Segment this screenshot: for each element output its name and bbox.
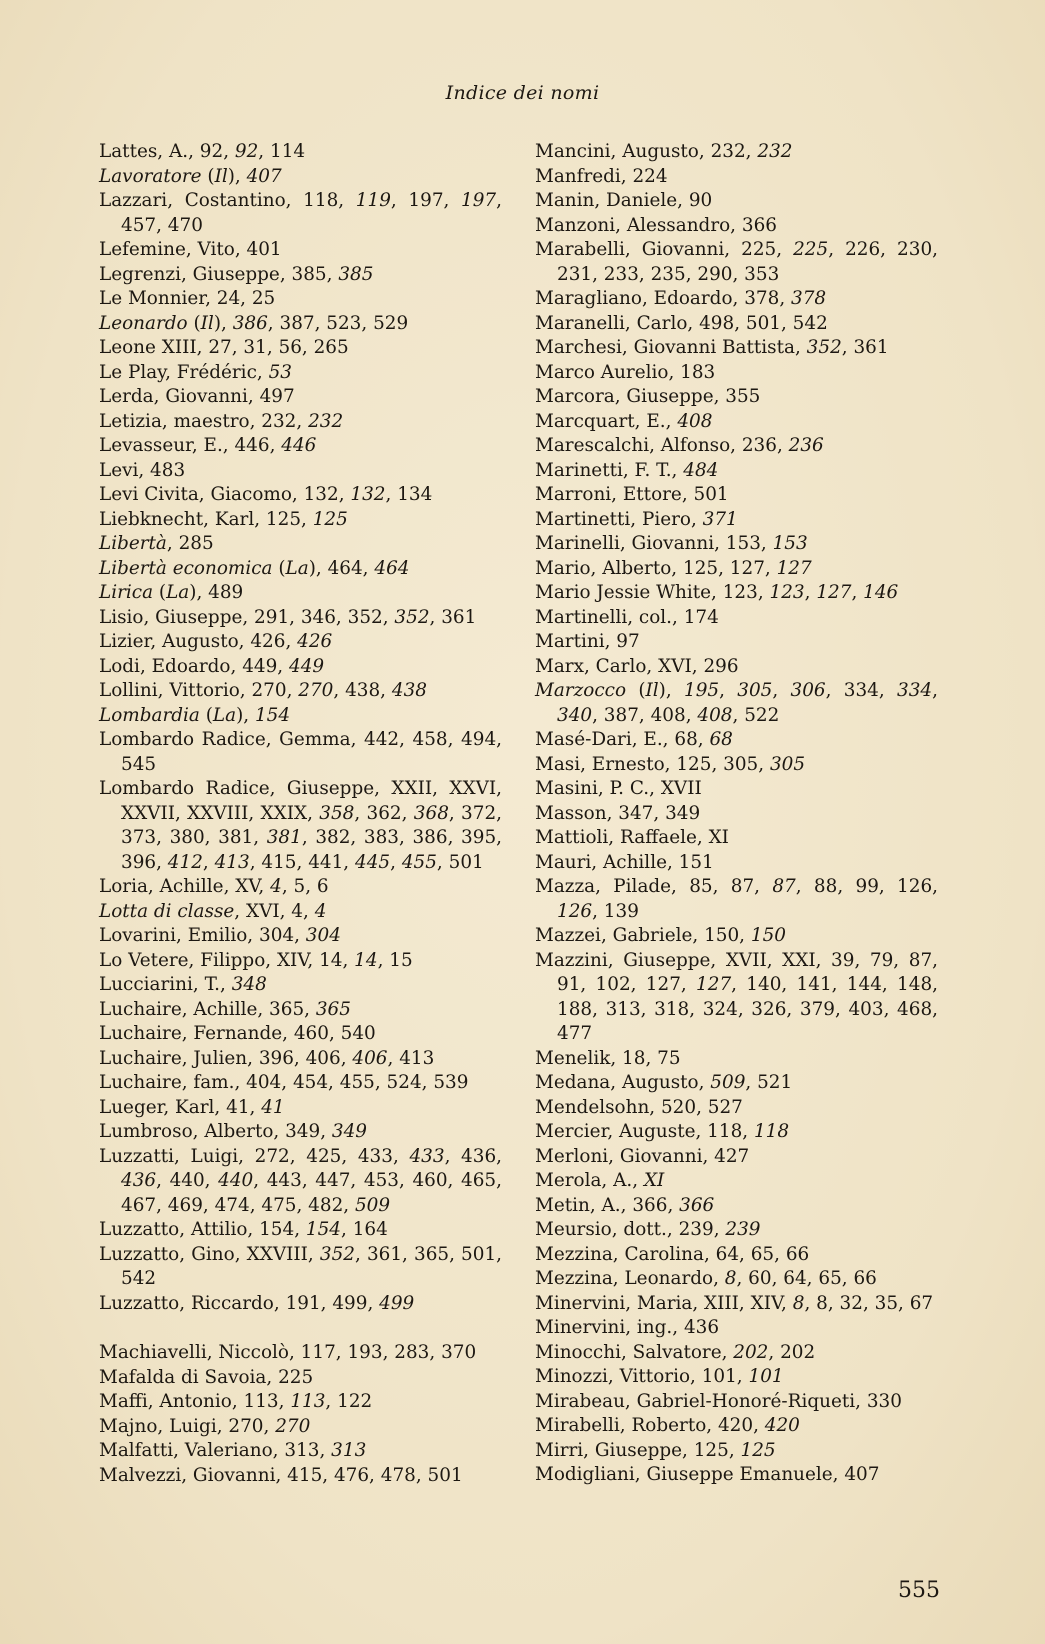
index-entry: Mirri, Giuseppe, 125, 125	[535, 1439, 776, 1461]
index-entry: Mario, Alberto, 125, 127, 127	[535, 557, 812, 579]
index-entry: Luchaire, Achille, 365, 365	[99, 998, 351, 1020]
index-entry: Mezzina, Leonardo, 8, 60, 64, 65, 66	[535, 1268, 877, 1289]
index-entry: Maranelli, Carlo, 498, 501, 542	[535, 312, 828, 334]
index-entry: Lotta di classe, XVI, 4, 4	[99, 900, 327, 922]
index-entry: Mario Jessie White, 123, 123, 127, 146	[535, 582, 899, 603]
index-entry: Luzzatto, Gino, XXVIII, 352, 361, 365, 501, 542	[99, 1243, 503, 1289]
index-entry: Libertà, 285	[99, 533, 214, 554]
index-entry: Minervini, ing., 436	[535, 1317, 720, 1338]
index-entry: Menelik, 18, 75	[535, 1047, 681, 1069]
index-entry: Machiavelli, Niccolò, 117, 193, 283, 370	[99, 1342, 477, 1363]
index-entry: Metin, A., 366, 366	[535, 1194, 715, 1216]
index-entry: Mancini, Augusto, 232, 232	[535, 141, 793, 162]
index-entry: Masé-Dari, E., 68, 68	[535, 729, 733, 750]
index-entry: Medana, Augusto, 509, 521	[535, 1072, 793, 1093]
index-entry: Luzzatti, Luigi, 272, 425, 433, 433, 436, 436, 440, 440, 443, 447, 453, 460, 465, 467, 469, 474, 475, 482, 509	[99, 1145, 503, 1216]
index-entry: Mirabeau, Gabriel-Honoré-Riqueti, 330	[535, 1390, 902, 1412]
index-entry: Mattioli, Raffaele, XI	[535, 827, 729, 848]
index-entry: Luchaire, fam., 404, 454, 455, 524, 539	[99, 1072, 469, 1093]
index-entry: Lombardo Radice, Gemma, 442, 458, 494, 545	[99, 729, 502, 775]
index-entry: Martini, 97	[535, 631, 640, 652]
index-entry: Luchaire, Fernande, 460, 540	[99, 1023, 376, 1044]
index-entry: Lodi, Edoardo, 449, 449	[99, 655, 325, 677]
index-entry: Leonardo (Il), 386, 387, 523, 529	[99, 312, 409, 334]
index-entry: Masi, Ernesto, 125, 305, 305	[535, 753, 806, 775]
index-entry: Malvezzi, Giovanni, 415, 476, 478, 501	[99, 1464, 463, 1486]
index-entry: Lucciarini, T., 348	[99, 974, 267, 995]
index-entry: Martinelli, col., 174	[535, 606, 719, 628]
index-column-right	[535, 140, 938, 1488]
index-entry: Lazzari, Costantino, 118, 119, 197, 197, 457, 470	[99, 190, 502, 236]
index-entry: Mirabelli, Roberto, 420, 420	[535, 1415, 800, 1436]
index-entry: Mendelsohn, 520, 527	[535, 1096, 743, 1118]
index-entry: Manin, Daniele, 90	[535, 190, 713, 211]
index-entry: Lerda, Giovanni, 497	[99, 386, 295, 407]
index-entry: Marescalchi, Alfonso, 236, 236	[535, 435, 824, 456]
index-entry: Lavoratore (Il), 407	[99, 165, 282, 187]
index-entry: Marco Aurelio, 183	[535, 361, 716, 383]
index-entry: Minozzi, Vittorio, 101, 101	[535, 1366, 784, 1387]
index-entry: Marinetti, F. T., 484	[535, 459, 719, 481]
index-entry: Marchesi, Giovanni Battista, 352, 361	[535, 337, 889, 358]
index-entry: Lueger, Karl, 41, 41	[99, 1096, 285, 1118]
index-entry: Lollini, Vittorio, 270, 270, 438, 438	[99, 680, 427, 701]
index-entry: Lizier, Augusto, 426, 426	[99, 631, 333, 652]
index-entry: Lovarini, Emilio, 304, 304	[99, 925, 341, 946]
index-entry: Masini, P. C., XVII	[535, 778, 702, 799]
index-entry: Marzocco (Il), 195, 305, 306, 334, 334, 340, 387, 408, 408, 522	[535, 680, 938, 726]
index-entry: Mazza, Pilade, 85, 87, 87, 88, 99, 126, 126, 139	[535, 876, 939, 922]
index-entry: Marcora, Giuseppe, 355	[535, 386, 761, 407]
index-entry: Loria, Achille, XV, 4, 5, 6	[99, 876, 329, 897]
index-entry: Marcquart, E., 408	[535, 410, 713, 432]
index-entry: Marx, Carlo, XVI, 296	[535, 655, 739, 677]
index-entry: Minervini, Maria, XIII, XIV, 8, 8, 32, 35, 67	[535, 1292, 934, 1314]
index-entry: Lombardo Radice, Giuseppe, XXII, XXVI, XXVII, XXVIII, XXIX, 358, 362, 368, 372, 373, 380, 381, 381, 382, 383, 386, 395, 396, 412, 413, 415, 441, 445, 455, 501	[99, 778, 503, 873]
index-entry: Manzoni, Alessandro, 366	[535, 214, 777, 236]
index-entry: Lirica (La), 489	[99, 582, 244, 603]
index-entry: Luchaire, Julien, 396, 406, 406, 413	[99, 1047, 435, 1069]
index-entry: Meursio, dott., 239, 239	[535, 1219, 761, 1240]
index-entry: Marinelli, Giovanni, 153, 153	[535, 533, 808, 554]
index-entry: Mazzini, Giuseppe, XVII, XXI, 39, 79, 87, 91, 102, 127, 127, 140, 141, 144, 148, 188, 313, 318, 324, 326, 379, 403, 468, 477	[535, 949, 938, 1044]
index-entry: Modigliani, Giuseppe Emanuele, 407	[535, 1464, 880, 1485]
index-entry: Martinetti, Piero, 371	[535, 508, 738, 530]
index-entry: Lisio, Giuseppe, 291, 346, 352, 352, 361	[99, 606, 477, 628]
index-entry: Mezzina, Carolina, 64, 65, 66	[535, 1243, 810, 1265]
page-number: 555	[898, 1578, 940, 1603]
index-entry: Liebknecht, Karl, 125, 125	[99, 508, 348, 530]
index-entry: Lombardia (La), 154	[99, 704, 291, 726]
index-entry: Leone XIII, 27, 31, 56, 265	[99, 337, 349, 358]
index-entry: Libertà economica (La), 464, 464	[99, 557, 410, 579]
index-entry: Lumbroso, Alberto, 349, 349	[99, 1121, 368, 1142]
index-entry: Levi Civita, Giacomo, 132, 132, 134	[99, 484, 433, 505]
index-entry: Manfredi, 224	[535, 165, 668, 187]
index-entry: Malfatti, Valeriano, 313, 313	[99, 1440, 367, 1461]
index-entry: Lefemine, Vito, 401	[99, 239, 282, 260]
index-entry: Minocchi, Salvatore, 202, 202	[535, 1341, 816, 1363]
index-entry: Legrenzi, Giuseppe, 385, 385	[99, 263, 374, 285]
index-entry: Mercier, Auguste, 118, 118	[535, 1121, 790, 1142]
index-entry: Luzzatto, Riccardo, 191, 499, 499	[99, 1292, 415, 1314]
index-entry: Masson, 347, 349	[535, 802, 701, 824]
index-entry: Mazzei, Gabriele, 150, 150	[535, 925, 786, 946]
index-entry: Levasseur, E., 446, 446	[99, 435, 317, 456]
index-entry: Merloni, Giovanni, 427	[535, 1145, 750, 1167]
running-head: Indice dei nomi	[445, 82, 600, 104]
index-entry: Le Play, Frédéric, 53	[99, 361, 292, 383]
index-entry: Marroni, Ettore, 501	[535, 484, 729, 505]
index-entry: Maffi, Antonio, 113, 113, 122	[99, 1391, 373, 1412]
index-entry: Lattes, A., 92, 92, 114	[99, 141, 306, 162]
index-entry: Majno, Luigi, 270, 270	[99, 1415, 311, 1437]
index-entry: Levi, 483	[99, 459, 186, 481]
index-entry: Le Monnier, 24, 25	[99, 288, 276, 309]
index-entry: Mafalda di Savoia, 225	[99, 1366, 314, 1388]
index-entry: Marabelli, Giovanni, 225, 225, 226, 230, 231, 233, 235, 290, 353	[535, 239, 938, 285]
index-entry: Mauri, Achille, 151	[535, 851, 714, 873]
index-entry: Maragliano, Edoardo, 378, 378	[535, 288, 827, 309]
index-entry: Merola, A., XI	[535, 1170, 665, 1191]
index-entry: Letizia, maestro, 232, 232	[99, 410, 344, 432]
index-entry: Luzzatto, Attilio, 154, 154, 164	[99, 1219, 388, 1240]
index-column-left	[99, 140, 502, 1488]
index-entry: Lo Vetere, Filippo, XIV, 14, 14, 15	[99, 949, 413, 971]
